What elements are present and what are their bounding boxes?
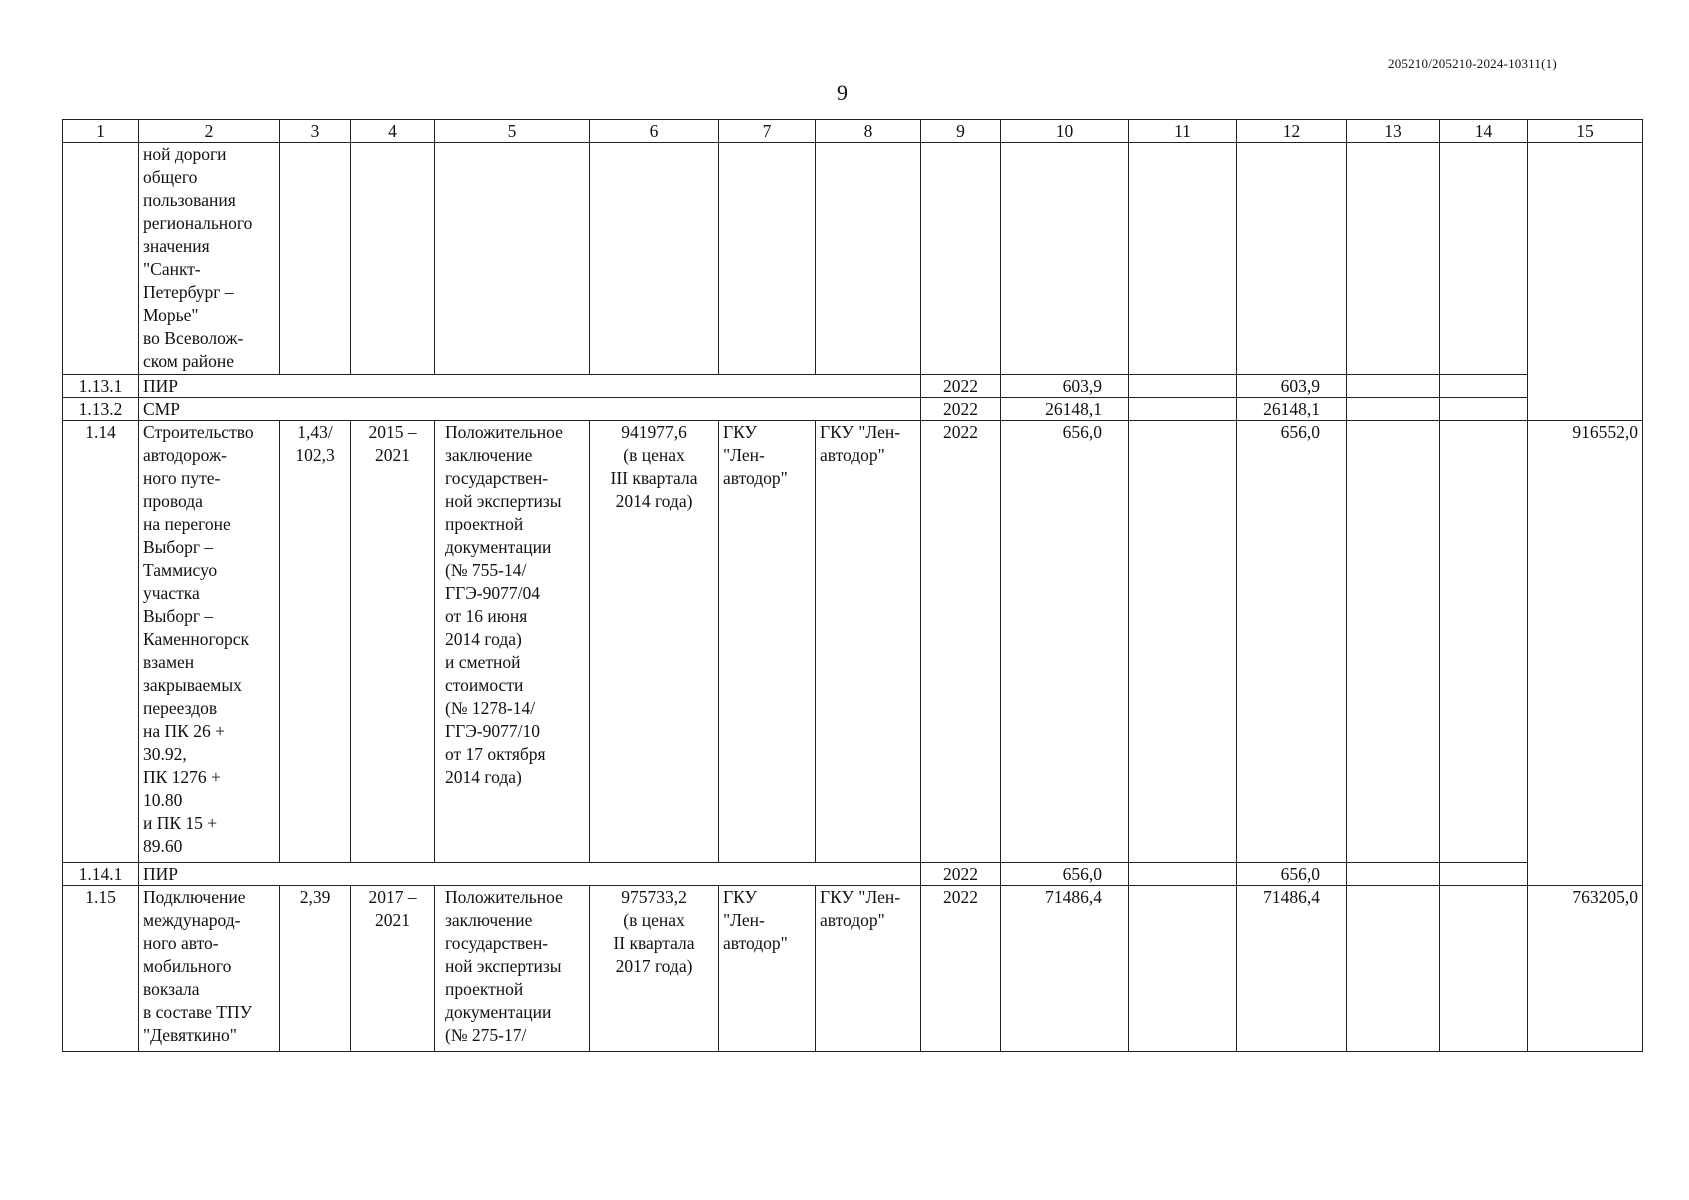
table-row — [63, 421, 1643, 863]
value-cell: 603,9 — [1001, 375, 1129, 398]
row-number: 1.13.1 — [63, 375, 139, 398]
column-header: 5 — [435, 120, 590, 143]
value-cell: 656,0 — [1001, 421, 1129, 863]
column-header: 11 — [1129, 120, 1237, 143]
table-row — [63, 375, 1643, 398]
column-header: 12 — [1237, 120, 1347, 143]
column-header: 1 — [63, 120, 139, 143]
cost-cell: 941977,6 (в ценах III квартала 2014 года) — [590, 421, 719, 863]
page-number: 9 — [837, 80, 848, 105]
cost-cell: 975733,2 (в ценах II квартала 2017 года) — [590, 886, 719, 1052]
investment-table — [62, 119, 1643, 1052]
column-header: 2 — [139, 120, 280, 143]
row-number: 1.14 — [63, 421, 139, 863]
period-cell: 2015 – 2021 — [351, 421, 435, 863]
column-header: 8 — [816, 120, 921, 143]
total-cell: 916552,0 — [1528, 421, 1643, 886]
column-header: 10 — [1001, 120, 1129, 143]
year-cell: 2022 — [921, 375, 1001, 398]
table-row — [63, 398, 1643, 421]
year-cell: 2022 — [921, 421, 1001, 863]
year-cell: 2022 — [921, 398, 1001, 421]
year-cell: 2022 — [921, 863, 1001, 886]
object-name: Подключение международ- ного авто- мобильного вокзала в составе ТПУ "Девяткино" — [139, 886, 280, 1052]
object-name: ной дороги общего пользования регионального значения "Санкт- Петербург – Морье" во Всеволож- ском районе — [139, 143, 280, 375]
expertise-cell: Положительное заключение государствен- ной экспертизы проектной документации (№ 275-17/ — [435, 886, 590, 1052]
column-header: 4 — [351, 120, 435, 143]
table-row — [63, 143, 1643, 375]
column-header: 13 — [1347, 120, 1440, 143]
value-cell: 71486,4 — [1001, 886, 1129, 1052]
column-header: 14 — [1440, 120, 1528, 143]
developer-cell: ГКУ "Лен- автодор" — [816, 886, 921, 1052]
stage-name: ПИР — [139, 863, 921, 886]
capacity-cell: 2,39 — [280, 886, 351, 1052]
period-cell: 2017 – 2021 — [351, 886, 435, 1052]
row-number: 1.14.1 — [63, 863, 139, 886]
capacity-cell: 1,43/ 102,3 — [280, 421, 351, 863]
value-cell: 656,0 — [1237, 863, 1347, 886]
value-cell: 603,9 — [1237, 375, 1347, 398]
table-row — [63, 863, 1643, 886]
stage-name: СМР — [139, 398, 921, 421]
row-number: 1.15 — [63, 886, 139, 1052]
value-cell: 71486,4 — [1237, 886, 1347, 1052]
year-cell: 2022 — [921, 886, 1001, 1052]
column-number-row — [63, 120, 1643, 143]
column-header: 9 — [921, 120, 1001, 143]
value-cell: 656,0 — [1237, 421, 1347, 863]
object-name: Строительство автодорож- ного путе- провода на перегоне Выборг – Таммисуо участка Выборг – Каменногорск взамен закрываемых переездов на ПК 26 + 30.92, ПК 1276 + 10.80 и ПК 15 + 89.60 — [139, 421, 280, 863]
row-number: 1.13.2 — [63, 398, 139, 421]
customer-cell: ГКУ "Лен- автодор" — [719, 421, 816, 863]
value-cell: 656,0 — [1001, 863, 1129, 886]
column-header: 7 — [719, 120, 816, 143]
column-header: 6 — [590, 120, 719, 143]
developer-cell: ГКУ "Лен- автодор" — [816, 421, 921, 863]
table-row — [63, 886, 1643, 1052]
document-id: 205210/205210-2024-10311(1) — [1388, 56, 1557, 71]
column-header: 15 — [1528, 120, 1643, 143]
customer-cell: ГКУ "Лен- автодор" — [719, 886, 816, 1052]
total-cell: 763205,0 — [1528, 886, 1643, 1052]
column-header: 3 — [280, 120, 351, 143]
value-cell: 26148,1 — [1001, 398, 1129, 421]
expertise-cell: Положительное заключение государствен- ной экспертизы проектной документации (№ 755-14/ ГГЭ-9077/04 от 16 июня 2014 года) и сметной стоимости (№ 1278-14/ ГГЭ-9077/10 от 17 октября 2014 года) — [435, 421, 590, 863]
value-cell: 26148,1 — [1237, 398, 1347, 421]
stage-name: ПИР — [139, 375, 921, 398]
